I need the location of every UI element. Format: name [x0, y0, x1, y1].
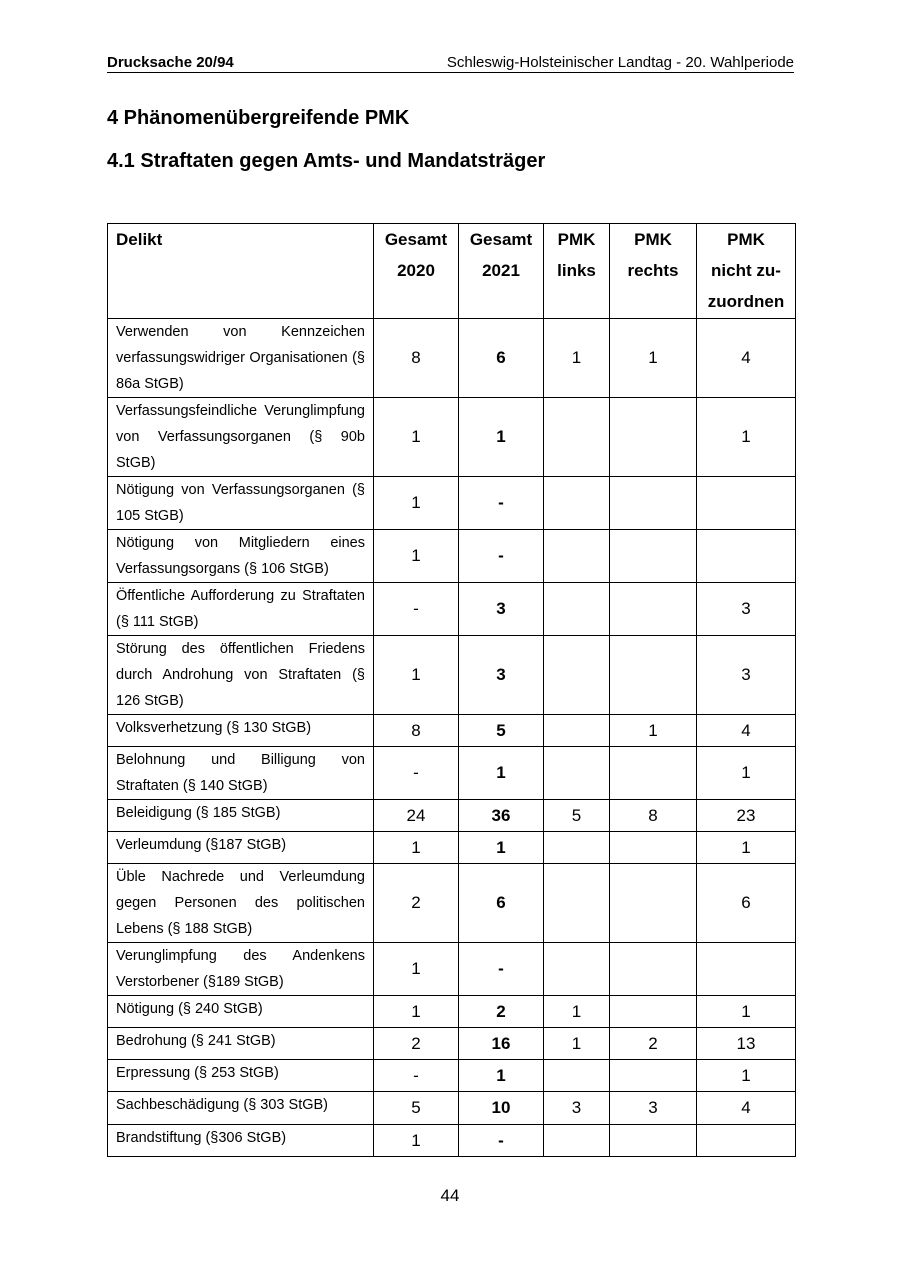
cell-pmk-rechts: [610, 636, 697, 715]
header-pmk-links: [544, 224, 610, 319]
cell-delikt: Nötigung von Verfassungsorganen (§ 105 StGB): [108, 477, 374, 530]
page-number: 44: [440, 1186, 460, 1205]
cell-gesamt-2021: 16: [459, 1028, 544, 1060]
cell-pmk-rechts: 1: [610, 319, 697, 398]
table-row: [108, 1092, 796, 1125]
cell-pmk-links: 5: [544, 800, 610, 832]
cell-pmk-links: [544, 715, 610, 747]
header-pmk-nicht-line1: PMK: [727, 230, 765, 249]
cell-delikt: Verfassungsfeindliche Verunglimpfung von Verfassungsorganen (§ 90b StGB): [108, 398, 374, 477]
cell-pmk-links: 1: [544, 996, 610, 1028]
cell-delikt: Öffentliche Aufforderung zu Straftaten (§ 111 StGB): [108, 583, 374, 636]
cell-pmk-nicht-zuzuordnen: 4: [697, 319, 796, 398]
cell-pmk-links: [544, 636, 610, 715]
table-row: [108, 747, 796, 800]
cell-gesamt-2020: 1: [374, 477, 459, 530]
header-gesamt-2020: [374, 224, 459, 319]
cell-pmk-nicht-zuzuordnen: 1: [697, 832, 796, 864]
header-delikt: Delikt: [108, 224, 374, 319]
cell-delikt: Sachbeschädigung (§ 303 StGB): [108, 1092, 374, 1125]
cell-gesamt-2020: 1: [374, 530, 459, 583]
header-gesamt-2020-line2: 2020: [397, 261, 435, 280]
cell-gesamt-2021: 1: [459, 747, 544, 800]
cell-delikt: Beleidigung (§ 185 StGB): [108, 800, 374, 832]
cell-pmk-nicht-zuzuordnen: [697, 1125, 796, 1157]
cell-gesamt-2020: 24: [374, 800, 459, 832]
cell-pmk-links: [544, 864, 610, 943]
cell-gesamt-2020: -: [374, 747, 459, 800]
table-row: [108, 864, 796, 943]
cell-gesamt-2021: 2: [459, 996, 544, 1028]
cell-pmk-rechts: [610, 996, 697, 1028]
cell-delikt: Bedrohung (§ 241 StGB): [108, 1028, 374, 1060]
cell-gesamt-2020: 2: [374, 864, 459, 943]
section-title: 4 Phänomenübergreifende PMK: [107, 107, 410, 129]
cell-gesamt-2021: 3: [459, 583, 544, 636]
cell-delikt: Nötigung von Mitgliedern eines Verfassungsorgans (§ 106 StGB): [108, 530, 374, 583]
cell-gesamt-2020: 1: [374, 636, 459, 715]
table-header-row: [108, 224, 796, 319]
cell-gesamt-2021: 5: [459, 715, 544, 747]
cell-pmk-links: 3: [544, 1092, 610, 1125]
cell-pmk-nicht-zuzuordnen: 1: [697, 996, 796, 1028]
header-gesamt-2020-line1: Gesamt: [384, 230, 448, 249]
subsection-title: 4.1 Straftaten gegen Amts- und Mandatsträger: [107, 150, 546, 172]
cell-pmk-rechts: [610, 1060, 697, 1092]
header-gesamt-2021-line1: Gesamt: [469, 230, 533, 249]
cell-gesamt-2020: 1: [374, 943, 459, 996]
cell-pmk-nicht-zuzuordnen: 6: [697, 864, 796, 943]
cell-pmk-links: [544, 583, 610, 636]
header-pmk-nicht-zuzuordnen: [697, 224, 796, 319]
cell-pmk-rechts: 8: [610, 800, 697, 832]
cell-pmk-rechts: 1: [610, 715, 697, 747]
cell-gesamt-2021: 1: [459, 832, 544, 864]
table-row: [108, 477, 796, 530]
cell-gesamt-2020: 1: [374, 832, 459, 864]
cell-pmk-rechts: [610, 398, 697, 477]
parliament-title: Schleswig-Holsteinischer Landtag - 20. Wahlperiode: [446, 54, 794, 71]
cell-gesamt-2020: 8: [374, 715, 459, 747]
header-pmk-nicht-line3: zuordnen: [707, 292, 785, 311]
table-row: [108, 1125, 796, 1157]
header-pmk-rechts-line1: PMK: [634, 230, 672, 249]
table-row: [108, 800, 796, 832]
cell-pmk-links: [544, 530, 610, 583]
cell-pmk-nicht-zuzuordnen: 13: [697, 1028, 796, 1060]
cell-gesamt-2021: -: [459, 530, 544, 583]
cell-gesamt-2021: -: [459, 943, 544, 996]
cell-pmk-links: [544, 398, 610, 477]
cell-delikt: Belohnung und Billigung von Straftaten (§ 140 StGB): [108, 747, 374, 800]
cell-pmk-rechts: [610, 583, 697, 636]
cell-pmk-rechts: [610, 864, 697, 943]
cell-gesamt-2021: 6: [459, 319, 544, 398]
cell-gesamt-2021: 10: [459, 1092, 544, 1125]
table-row: [108, 530, 796, 583]
cell-delikt: Verunglimpfung des Andenkens Verstorbener (§189 StGB): [108, 943, 374, 996]
cell-pmk-rechts: [610, 943, 697, 996]
cell-pmk-rechts: [610, 1125, 697, 1157]
cell-gesamt-2020: 1: [374, 1125, 459, 1157]
cell-delikt: Brandstiftung (§306 StGB): [108, 1125, 374, 1157]
cell-delikt: Störung des öffentlichen Friedens durch Androhung von Straftaten (§ 126 StGB): [108, 636, 374, 715]
header-gesamt-2021-line2: 2021: [482, 261, 520, 280]
page-header: [107, 54, 794, 73]
cell-gesamt-2020: -: [374, 1060, 459, 1092]
cell-pmk-nicht-zuzuordnen: 4: [697, 715, 796, 747]
cell-pmk-links: 1: [544, 319, 610, 398]
cell-pmk-rechts: 3: [610, 1092, 697, 1125]
cell-gesamt-2021: 1: [459, 398, 544, 477]
cell-gesamt-2021: 1: [459, 1060, 544, 1092]
cell-pmk-nicht-zuzuordnen: 3: [697, 583, 796, 636]
cell-pmk-links: 1: [544, 1028, 610, 1060]
table-row: [108, 583, 796, 636]
cell-pmk-nicht-zuzuordnen: 23: [697, 800, 796, 832]
table-row: [108, 398, 796, 477]
cell-pmk-links: [544, 832, 610, 864]
cell-pmk-nicht-zuzuordnen: [697, 530, 796, 583]
cell-pmk-links: [544, 1125, 610, 1157]
cell-delikt: Verwenden von Kennzeichen verfassungswidriger Organisationen (§ 86a StGB): [108, 319, 374, 398]
cell-gesamt-2020: 2: [374, 1028, 459, 1060]
cell-pmk-nicht-zuzuordnen: 1: [697, 1060, 796, 1092]
table-row: [108, 636, 796, 715]
table-row: [108, 1028, 796, 1060]
cell-pmk-nicht-zuzuordnen: 4: [697, 1092, 796, 1125]
header-pmk-nicht-line2: nicht zu-: [711, 261, 781, 280]
table-row: [108, 715, 796, 747]
cell-gesamt-2021: -: [459, 477, 544, 530]
cell-pmk-links: [544, 747, 610, 800]
header-pmk-links-line2: links: [557, 261, 596, 280]
document-number: Drucksache 20/94: [107, 54, 234, 71]
crime-statistics-table: [107, 223, 796, 1157]
cell-gesamt-2020: 5: [374, 1092, 459, 1125]
cell-pmk-links: [544, 1060, 610, 1092]
cell-pmk-nicht-zuzuordnen: 1: [697, 747, 796, 800]
cell-pmk-nicht-zuzuordnen: [697, 943, 796, 996]
cell-pmk-rechts: [610, 530, 697, 583]
header-pmk-rechts-line2: rechts: [627, 261, 679, 280]
cell-delikt: Verleumdung (§187 StGB): [108, 832, 374, 864]
cell-pmk-rechts: [610, 477, 697, 530]
cell-gesamt-2021: 36: [459, 800, 544, 832]
table-row: [108, 943, 796, 996]
cell-gesamt-2021: 3: [459, 636, 544, 715]
header-pmk-links-line1: PMK: [557, 230, 596, 249]
cell-gesamt-2020: 1: [374, 398, 459, 477]
cell-pmk-rechts: [610, 747, 697, 800]
cell-gesamt-2021: 6: [459, 864, 544, 943]
cell-pmk-nicht-zuzuordnen: [697, 477, 796, 530]
cell-gesamt-2021: -: [459, 1125, 544, 1157]
table-row: [108, 832, 796, 864]
cell-pmk-rechts: [610, 832, 697, 864]
cell-pmk-links: [544, 477, 610, 530]
header-gesamt-2021: [459, 224, 544, 319]
cell-pmk-nicht-zuzuordnen: 3: [697, 636, 796, 715]
cell-gesamt-2020: 1: [374, 996, 459, 1028]
table-row: [108, 996, 796, 1028]
cell-delikt: Erpressung (§ 253 StGB): [108, 1060, 374, 1092]
cell-pmk-rechts: 2: [610, 1028, 697, 1060]
cell-gesamt-2020: 8: [374, 319, 459, 398]
cell-pmk-nicht-zuzuordnen: 1: [697, 398, 796, 477]
cell-gesamt-2020: -: [374, 583, 459, 636]
cell-delikt: Üble Nachrede und Verleumdung gegen Personen des politischen Lebens (§ 188 StGB): [108, 864, 374, 943]
table-row: [108, 319, 796, 398]
table-row: [108, 1060, 796, 1092]
cell-delikt: Volksverhetzung (§ 130 StGB): [108, 715, 374, 747]
header-pmk-rechts: [610, 224, 697, 319]
cell-pmk-links: [544, 943, 610, 996]
cell-delikt: Nötigung (§ 240 StGB): [108, 996, 374, 1028]
